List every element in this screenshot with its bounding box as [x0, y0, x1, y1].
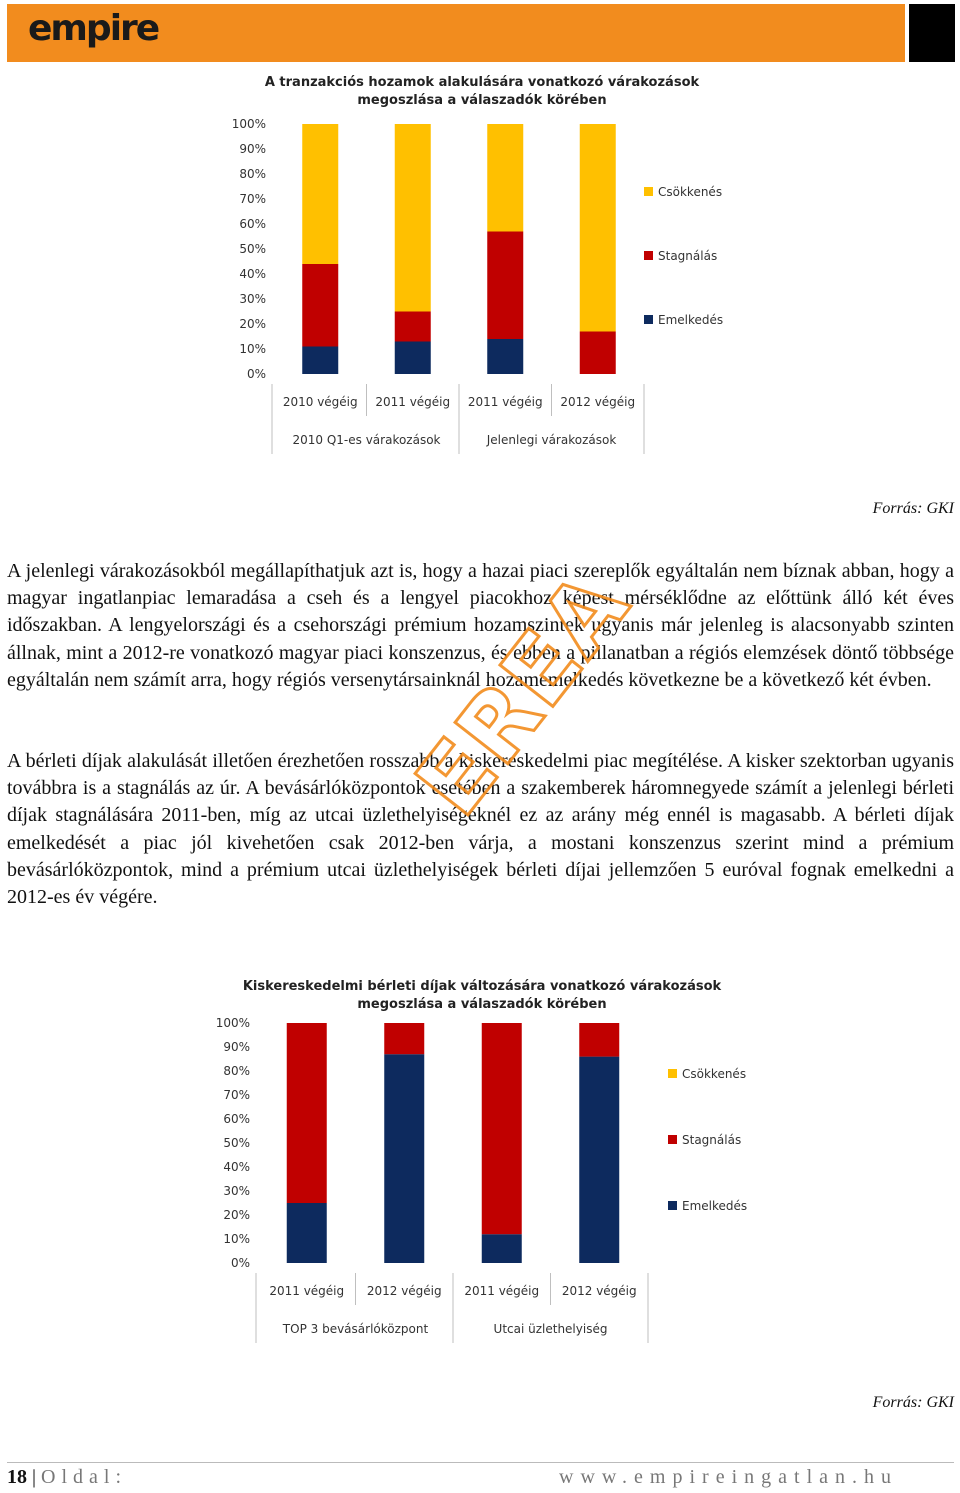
- page-separator: |: [32, 1466, 37, 1488]
- legend-label: Csökkenés: [682, 1067, 747, 1081]
- y-tick-label: 30%: [223, 1184, 250, 1198]
- yield-expectations-chart-svg: [220, 66, 760, 466]
- paragraph-rents: A bérleti díjak alakulását illetően érezhetően rosszabb a kiskereskedelmi piac megítélése. A kisker szektorban ugyanis továbbra is a stagnálás az úr. A bevásárlóközpontok esetében a szakemberek háromnegyede számít a jelenlegi bérleti díjak stagnálására 2011-ben, míg az utcai üzlethelyiségeknél ez az arány még ennél is magasabb. A bérleti díjak emelkedését a piac jól kivehetően csak 2012-ben várja, a mostani konszenzus szerint mind a prémium bevásárlóközpontok, mind a prémium utcai üzlethelyiségek bérleti díjai jellemzően 5 euróval fognak emelkedni a 2012-es év végére.: [7, 750, 954, 909]
- y-tick-label: 50%: [239, 242, 266, 256]
- legend-swatch-csökkenés: [644, 187, 653, 196]
- x-category-label: 2012 végéig: [366, 1284, 442, 1298]
- chart-title-line-1: A tranzakciós hozamok alakulására vonatkozó várakozások: [264, 75, 700, 90]
- legend-swatch-stagnálás: [668, 1135, 677, 1144]
- y-tick-label: 10%: [239, 342, 266, 356]
- page-number-block: [7, 1466, 127, 1489]
- yield-expectations-chart: [220, 66, 760, 466]
- erea-watermark-stamp: EREA: [395, 551, 650, 836]
- chart-title-line-2: megoszlása a válaszadók körében: [357, 997, 607, 1012]
- bar-segment-emelkedés: [395, 342, 431, 375]
- header-corner-block: [909, 4, 955, 62]
- y-tick-label: 20%: [223, 1208, 250, 1222]
- legend-label: Emelkedés: [658, 313, 724, 327]
- page-label: Oldal:: [41, 1466, 128, 1488]
- bar-segment-csökkenés: [580, 124, 616, 332]
- bar-segment-stagnálás: [395, 312, 431, 342]
- bar-segment-csökkenés: [302, 124, 338, 264]
- bar-segment-csökkenés: [395, 124, 431, 312]
- x-category-label: 2011 végéig: [269, 1284, 345, 1298]
- legend-label: Stagnálás: [658, 249, 718, 263]
- legend-swatch-emelkedés: [644, 315, 653, 324]
- chart-title-line-1: Kiskereskedelmi bérleti díjak változására vonatkozó várakozások: [242, 979, 722, 994]
- x-category-label: 2012 végéig: [561, 1284, 637, 1298]
- empire-logo: empire: [28, 8, 159, 49]
- y-tick-label: 70%: [223, 1088, 250, 1102]
- y-tick-label: 70%: [239, 192, 266, 206]
- legend-label: Emelkedés: [682, 1199, 748, 1213]
- rent-expectations-chart: [200, 970, 780, 1355]
- bar-segment-stagnálás: [487, 232, 523, 340]
- paragraph-yields: A jelenlegi várakozásokból megállapíthatjuk azt is, hogy a hazai piaci szereplők egyáltalán nem bíznak abban, hogy a magyar ingatlanpiac lemaradása a cseh és a lengyel piacokhoz képest mérséklődne az előttünk álló két éves időszakban. A lengyelországi és a csehországi prémium hozamszintek ugyanis már jelenleg is alacsonyabb szinten állnak, mint a 2012-re vonatkozó magyar piaci konszenzus, és ebben a pillanatban a régiós elemzések döntő többsége egyáltalán nem számít arra, hogy régiós versenytársainknál hozamemelkedés következne be a következő két évben.: [7, 560, 954, 691]
- legend-swatch-stagnálás: [644, 251, 653, 260]
- bar-segment-emelkedés: [487, 339, 523, 374]
- source-note-2: Forrás: GKI: [872, 1394, 954, 1411]
- y-tick-label: 100%: [215, 1016, 250, 1030]
- y-tick-label: 30%: [239, 292, 266, 306]
- bar-segment-stagnálás: [302, 264, 338, 347]
- y-tick-label: 40%: [239, 267, 266, 281]
- y-tick-label: 40%: [223, 1160, 250, 1174]
- legend-swatch-csökkenés: [668, 1069, 677, 1078]
- y-tick-label: 0%: [230, 1256, 250, 1270]
- bar-segment-stagnálás: [287, 1023, 327, 1203]
- y-tick-label: 90%: [223, 1040, 250, 1054]
- x-category-label: 2012 végéig: [560, 395, 636, 409]
- x-category-label: 2011 végéig: [464, 1284, 540, 1298]
- footer-divider: [7, 1462, 954, 1463]
- x-group-label: TOP 3 bevásárlóközpont: [282, 1322, 429, 1336]
- y-tick-label: 10%: [223, 1232, 250, 1246]
- bar-segment-stagnálás: [579, 1023, 619, 1057]
- x-group-label: 2010 Q1-es várakozások: [292, 433, 441, 447]
- bar-segment-stagnálás: [580, 332, 616, 375]
- y-tick-label: 60%: [239, 217, 266, 231]
- y-tick-label: 20%: [239, 317, 266, 331]
- bar-segment-emelkedés: [482, 1234, 522, 1263]
- y-tick-label: 80%: [239, 167, 266, 181]
- y-tick-label: 80%: [223, 1064, 250, 1078]
- bar-segment-emelkedés: [579, 1057, 619, 1263]
- y-tick-label: 0%: [246, 367, 266, 381]
- bar-segment-stagnálás: [482, 1023, 522, 1234]
- x-category-label: 2011 végéig: [467, 395, 543, 409]
- y-tick-label: 100%: [231, 117, 266, 131]
- source-note-1: Forrás: GKI: [872, 500, 954, 517]
- page-number: 18: [7, 1466, 27, 1488]
- legend-label: Stagnálás: [682, 1133, 742, 1147]
- bar-segment-emelkedés: [384, 1054, 424, 1263]
- bar-segment-emelkedés: [302, 347, 338, 375]
- website-link[interactable]: www.empireingatlan.hu: [559, 1466, 898, 1488]
- x-group-label: Utcai üzlethelyiség: [493, 1322, 608, 1336]
- x-category-label: 2010 végéig: [282, 395, 358, 409]
- bar-segment-csökkenés: [487, 124, 523, 232]
- chart-title-line-2: megoszlása a válaszadók körében: [357, 93, 607, 108]
- y-tick-label: 50%: [223, 1136, 250, 1150]
- bar-segment-stagnálás: [384, 1023, 424, 1054]
- y-tick-label: 60%: [223, 1112, 250, 1126]
- legend-swatch-emelkedés: [668, 1201, 677, 1210]
- legend-label: Csökkenés: [658, 185, 723, 199]
- x-category-label: 2011 végéig: [375, 395, 451, 409]
- rent-expectations-chart-svg: [200, 970, 780, 1355]
- x-group-label: Jelenlegi várakozások: [486, 433, 617, 447]
- y-tick-label: 90%: [239, 142, 266, 156]
- bar-segment-emelkedés: [287, 1203, 327, 1263]
